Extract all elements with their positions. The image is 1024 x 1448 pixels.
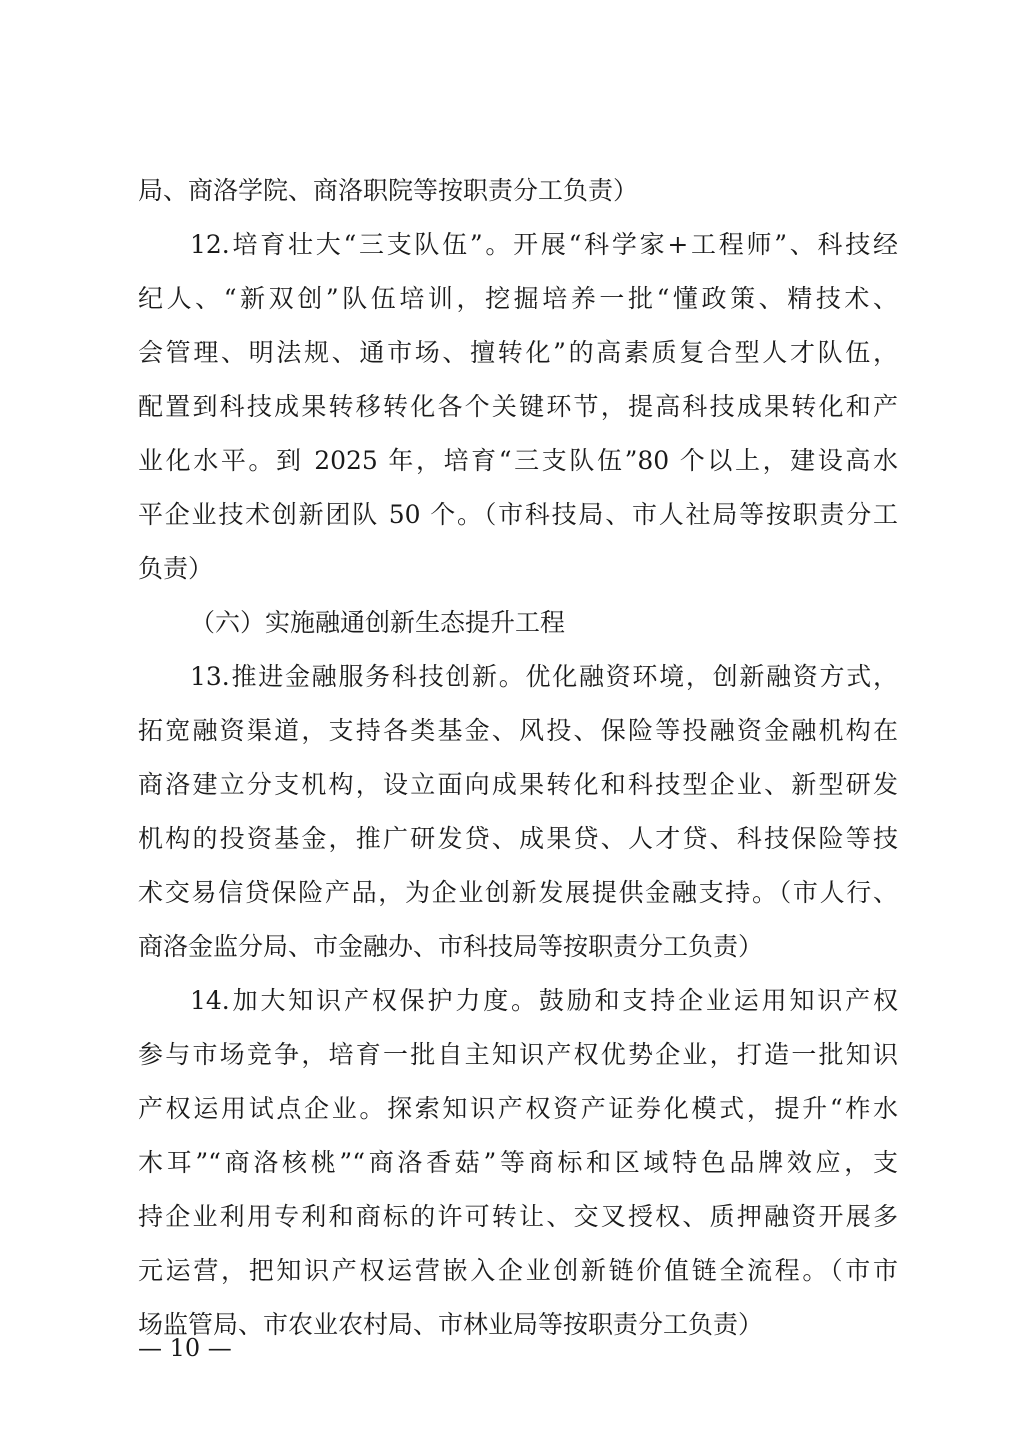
- text-line: 木耳”“商洛核桃”“商洛香菇”等商标和区域特色品牌效应，支: [138, 1148, 898, 1177]
- text-line: 元运营，把知识产权运营嵌入企业创新链价值链全流程。（市市: [138, 1256, 898, 1285]
- item-14-first-line: 14.加大知识产权保护力度。鼓励和支持企业运用知识产权: [190, 986, 898, 1015]
- text-line-continuation: 局、商洛学院、商洛职院等按职责分工负责）: [138, 176, 639, 205]
- text-line: 机构的投资基金，推广研发贷、成果贷、人才贷、科技保险等技: [138, 824, 898, 853]
- text-line: 平企业技术创新团队 50 个。（市科技局、市人社局等按职责分工: [138, 500, 898, 529]
- text-line: 商洛金监分局、市金融办、市科技局等按职责分工负责）: [138, 932, 764, 961]
- item-13-first-line: 13.推进金融服务科技创新。优化融资环境，创新融资方式，: [190, 662, 898, 691]
- text-line: 业化水平。到 2025 年，培育“三支队伍”80 个以上，建设高水: [138, 446, 898, 475]
- text-line: 参与市场竞争，培育一批自主知识产权优势企业，打造一批知识: [138, 1040, 898, 1069]
- text-line: 术交易信贷保险产品，为企业创新发展提供金融支持。（市人行、: [138, 878, 898, 907]
- page-number: — 10 —: [138, 1334, 232, 1362]
- text-line: 产权运用试点企业。探索知识产权资产证券化模式，提升“柞水: [138, 1094, 898, 1123]
- text-line: 负责）: [138, 554, 214, 583]
- section-heading-6: （六）实施融通创新生态提升工程: [190, 608, 566, 637]
- text-line: 持企业利用专利和商标的许可转让、交叉授权、质押融资开展多: [138, 1202, 898, 1231]
- item-12-first-line: 12.培育壮大“三支队伍”。开展“科学家+工程师”、科技经: [190, 230, 898, 259]
- text-line: 会管理、明法规、通市场、擅转化”的高素质复合型人才队伍，: [138, 338, 898, 367]
- text-line: 纪人、“新双创”队伍培训，挖掘培养一批“懂政策、精技术、: [138, 284, 898, 313]
- text-line: 配置到科技成果转移转化各个关键环节，提高科技成果转化和产: [138, 392, 898, 421]
- text-line: 商洛建立分支机构，设立面向成果转化和科技型企业、新型研发: [138, 770, 898, 799]
- text-line: 场监管局、市农业农村局、市林业局等按职责分工负责）: [138, 1310, 764, 1339]
- text-line: 拓宽融资渠道，支持各类基金、风投、保险等投融资金融机构在: [138, 716, 898, 745]
